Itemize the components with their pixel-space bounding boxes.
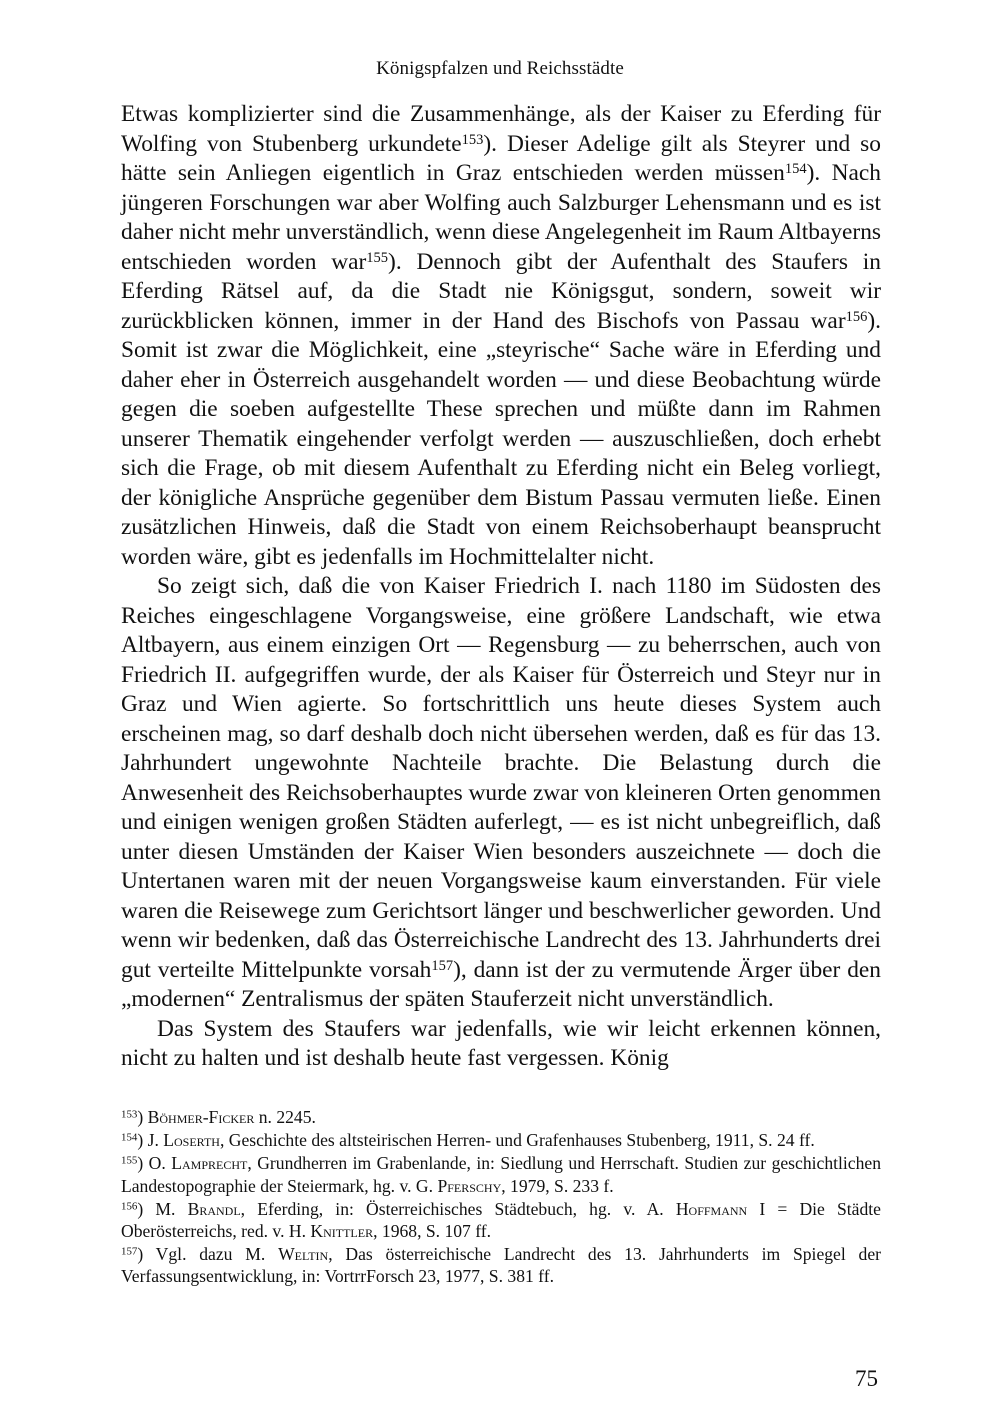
author-name: Knittler	[310, 1221, 374, 1242]
text-run: , Eferding, in: Österreichisches Städtebuch, hg. v. A.	[240, 1198, 676, 1219]
text-run: ). Nach jüngeren Forschungen war aber Wolfing auch Salzburger Lehensmann und es ist daher nicht mehr unverständlich, wenn diese Angelegenheit im Raum Altbayerns entschieden worden war	[121, 160, 881, 275]
author-name: Weltin	[278, 1244, 329, 1265]
paragraph	[121, 572, 881, 1015]
paragraph	[121, 100, 881, 572]
text-run: , Das österreichische Landrecht des 13. Jahrhunderts im Spiegel der Verfassungsentwicklung, in: VortrrForsch 23, 1977, S. 381 ff.	[121, 1244, 881, 1287]
footnote	[121, 1152, 881, 1196]
author-name: Pferschy	[437, 1175, 502, 1196]
author-name: Brandl	[187, 1198, 241, 1219]
text-run: So zeigt sich, daß die von Kaiser Friedrich I. nach 1180 im Südosten des Reiches eingeschlagene Vorgangsweise, eine größere Landschaft, wie etwa Altbayern, aus einem einzigen Ort — Regensburg — zu beherrschen, auch von Friedrich II. aufgegriffen wurde, der als Kaiser für Österreich und Steyr nur in Graz und Wien agierte. So fortschrittlich uns heute dieses System auch erscheinen mag, so darf deshalb doch nicht übersehen werden, daß es für das 13. Jahrhundert ungewohnte Nachteile brachte. Die Belastung durch die Anwesenheit des Reichsoberhauptes wurde zwar von kleineren Orten genommen und einigen wenigen großen Städten auferlegt, — es ist nicht unbegreiflich, daß unter diesen Umständen der Kaiser Wien besonders auszeichnete — doch die Untertanen waren mit der neuen Vorgangsweise kaum einverstanden. Für viele waren die Reisewege zum Gerichtsort länger und beschwerlicher geworden. Und wenn wir bedenken, daß das Österreichische Landrecht des 13. Jahrhunderts drei gut verteilte Mittelpunkte vorsah	[121, 573, 881, 983]
text-run: , 1979, S. 233 f.	[501, 1175, 614, 1196]
footnotes	[121, 1106, 881, 1289]
text-run: I = Die Städte Oberösterreichs, red. v. H.	[121, 1198, 881, 1242]
text-run: ). Dieser Adelige gilt als Steyrer und so hätte sein Anliegen eigentlich in Graz entschieden werden müssen	[121, 130, 881, 186]
text-run: Etwas komplizierter sind die Zusammenhänge, als der Kaiser zu Eferding für Wolfing von Stubenberg urkundete	[121, 101, 881, 157]
footnote-ref: 157	[121, 1245, 138, 1258]
text-run: , 1968, S. 107 ff.	[373, 1221, 492, 1242]
running-head: Königspfalzen und Reichsstädte	[376, 58, 624, 79]
paragraph	[121, 1015, 881, 1074]
author-name: Böhmer-Ficker	[147, 1107, 255, 1127]
author-name: Hoffmann	[675, 1198, 748, 1219]
text-run: ) Vgl. dazu M.	[137, 1244, 279, 1265]
footnote	[121, 1106, 881, 1128]
text-run: )	[137, 1107, 148, 1127]
text-run: , Geschichte des altsteirischen Herren- und Grafenhauses Stubenberg, 1911, S. 24 ff.	[219, 1130, 815, 1151]
footnote	[121, 1243, 881, 1287]
main-text	[121, 100, 881, 1074]
text-run: , Grundherren im Grabenlande, in: Siedlung und Herrschaft. Studien zur geschichtlichen Landestopographie der Steiermark, hg. v. G.	[121, 1153, 881, 1196]
footnote-ref: 154	[784, 160, 807, 177]
author-name: Lamprecht	[171, 1153, 248, 1174]
footnote-ref: 155	[366, 249, 389, 266]
text-run: ). Somit ist zwar die Möglichkeit, eine „steyrische“ Sache wäre in Eferding und daher eher in Österreich ausgehandelt worden — und diese Beobachtung würde gegen die soeben aufgestellte These sprechen und müßte dann im Rahmen unserer Thematik eingehender verfolgt werden — auszuschließen, doch erhebt sich die Frage, ob mit diesem Aufenthalt zu Eferding nicht ein Beleg vorliegt, der königliche Ansprüche gegenüber dem Bistum Passau vermuten ließe. Einen zusätzlichen Hinweis, daß die Stadt von einem Reichsoberhaupt beansprucht worden wäre, gibt es jedenfalls im Hochmittelalter nicht.	[121, 307, 881, 570]
text-run: ) O.	[137, 1153, 172, 1174]
author-name: Loserth	[163, 1130, 220, 1151]
footnote-ref: 156	[121, 1200, 138, 1213]
text-run: ) J.	[137, 1130, 164, 1151]
footnote-ref: 153	[461, 131, 484, 148]
footnote-ref: 155	[121, 1154, 138, 1167]
text-run: ), dann ist der zu vermutende Ärger über den „modernen“ Zentralismus der späten Stauferzeit nicht unverständlich.	[121, 956, 881, 1012]
text-run: ) M.	[137, 1198, 188, 1219]
footnote	[121, 1198, 881, 1242]
text-run: n. 2245.	[254, 1107, 316, 1127]
footnote-ref: 154	[121, 1131, 138, 1144]
footnote-ref: 156	[845, 308, 868, 325]
footnote-ref: 157	[431, 957, 454, 974]
text-run: Das System des Staufers war jedenfalls, wie wir leicht erkennen können, nicht zu halten und ist deshalb heute fast vergessen. König	[121, 1015, 881, 1071]
text-run: ). Dennoch gibt der Aufenthalt des Staufers in Eferding Rätsel auf, da die Stadt nie Königsgut, sondern, soweit wir zurückblicken können, immer in der Hand des Bischofs von Passau war	[121, 248, 881, 334]
footnote-ref: 153	[121, 1108, 138, 1121]
footnote	[121, 1129, 881, 1151]
page-number: 75	[855, 1366, 878, 1391]
